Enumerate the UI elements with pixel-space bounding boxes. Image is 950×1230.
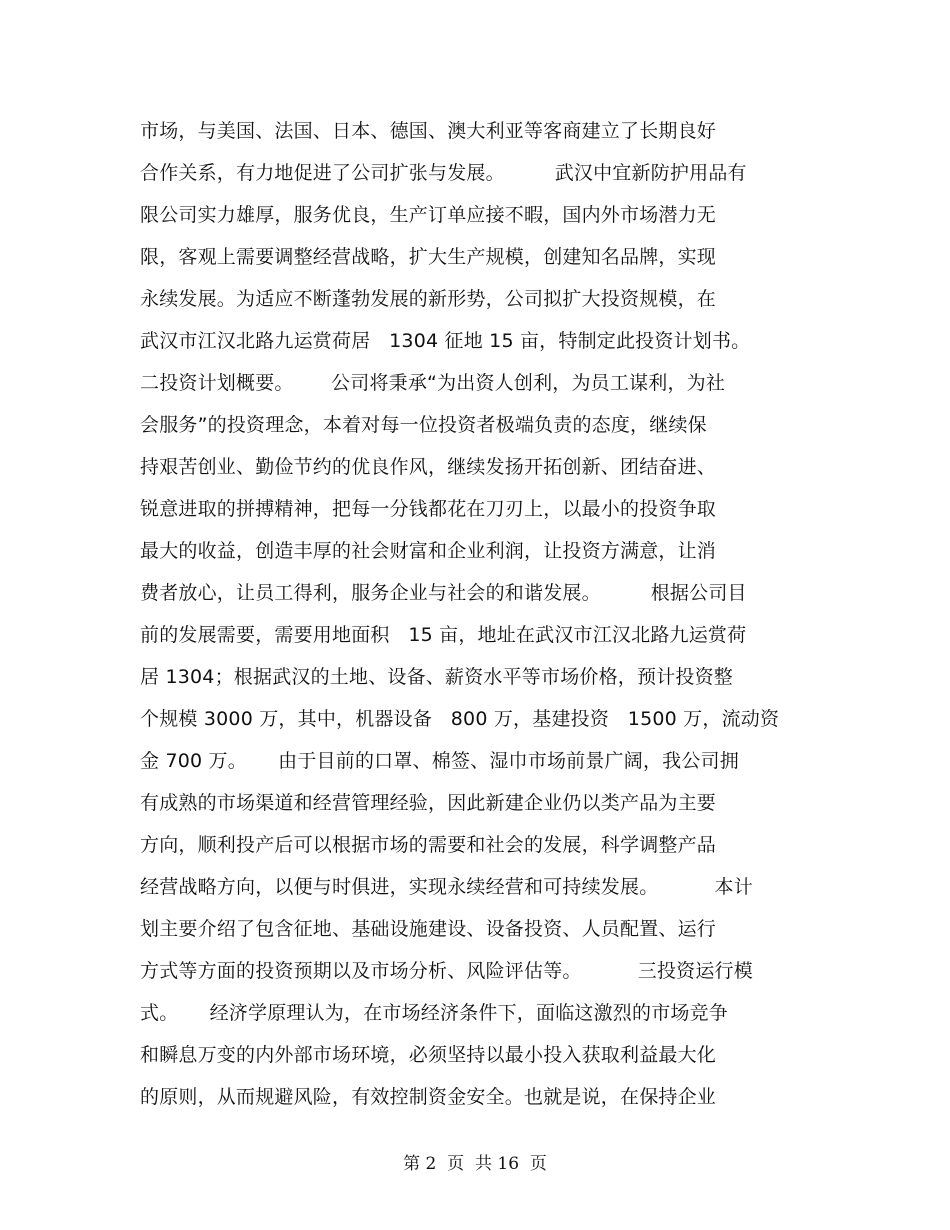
- text-line-22: 式。 经济学原理认为，在市场经济条件下，面临这激烈的市场竞争: [140, 1002, 728, 1024]
- text-line-2: 合作关系，有力地促进了公司扩张与发展。 武汉中宜新防护用品有: [140, 162, 747, 184]
- text-line-16: 金 700 万。 由于目前的口罩、棉签、湿巾市场前景广阔，我公司拥: [140, 750, 739, 772]
- text-line-21: 方式等方面的投资预期以及市场分析、风险评估等。 三投资运行模: [140, 960, 753, 982]
- text-line-4: 限，客观上需要调整经营战略，扩大生产规模，创建知名品牌，实现: [140, 246, 717, 268]
- document-body: [140, 110, 810, 1118]
- text-line-3: 限公司实力雄厚，服务优良，生产订单应接不暇，国内外市场潜力无: [140, 204, 717, 226]
- text-line-18: 方向，顺利投产后可以根据市场的需要和社会的发展，科学调整产品: [140, 834, 717, 856]
- text-line-10: 锐意进取的拼搏精神，把每一分钱都花在刀刃上，以最小的投资争取: [140, 498, 717, 520]
- text-line-19: 经营战略方向，以便与时俱进，实现永续经营和可持续发展。 本计: [140, 876, 753, 898]
- text-line-11: 最大的收益，创造丰厚的社会财富和企业利润，让投资方满意，让消: [140, 540, 717, 562]
- page-number-footer: 第 2 页 共 16 页: [403, 1154, 547, 1174]
- text-line-24: 的原则，从而规避风险，有效控制资金安全。也就是说，在保持企业: [140, 1086, 717, 1108]
- text-line-9: 持艰苦创业、勤俭节约的优良作风，继续发扬开拓创新、团结奋进、: [140, 456, 717, 478]
- text-line-15: 个规模 3000 万，其中，机器设备 800 万，基建投资 1500 万，流动资: [140, 708, 780, 730]
- text-line-8: 会服务”的投资理念，本着对每一位投资者极端负责的态度，继续保: [140, 414, 707, 436]
- text-line-7: 二投资计划概要。 公司将秉承“为出资人创利，为员工谋利，为社: [140, 372, 726, 394]
- text-line-20: 划主要介绍了包含征地、基础设施建设、设备投资、人员配置、运行: [140, 918, 717, 940]
- text-line-1: 市场，与美国、法国、日本、德国、澳大利亚等客商建立了长期良好: [140, 120, 717, 142]
- text-line-14: 居 1304；根据武汉的土地、设备、薪资水平等市场价格，预计投资整: [140, 666, 733, 688]
- text-line-13: 前的发展需要，需要用地面积 15 亩，地址在武汉市江汉北路九运赏荷: [140, 624, 747, 646]
- text-line-5: 永续发展。为适应不断蓬勃发展的新形势，公司拟扩大投资规模，在: [140, 288, 717, 310]
- text-line-17: 有成熟的市场渠道和经营管理经验，因此新建企业仍以类产品为主要: [140, 792, 717, 814]
- text-line-6: 武汉市江汉北路九运赏荷居 1304 征地 15 亩，特制定此投资计划书。: [140, 330, 751, 352]
- text-line-23: 和瞬息万变的内外部市场环境，必须坚持以最小投入获取利益最大化: [140, 1044, 717, 1066]
- text-line-12: 费者放心，让员工得利，服务企业与社会的和谐发展。 根据公司目: [140, 582, 747, 604]
